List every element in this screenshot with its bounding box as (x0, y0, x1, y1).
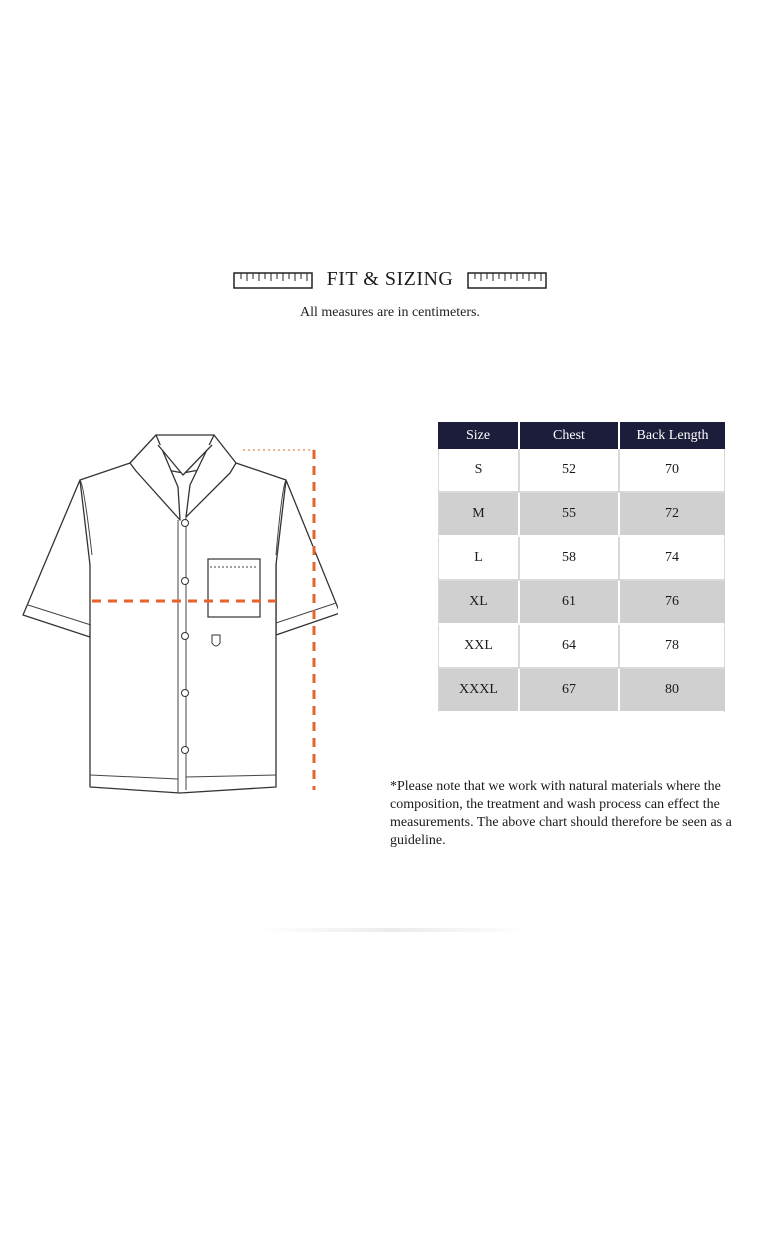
cell-chest: 67 (520, 669, 620, 713)
cell-back-length: 72 (620, 493, 725, 537)
table-row (438, 449, 725, 493)
cell-chest: 64 (520, 625, 620, 669)
cell-size: L (438, 537, 520, 581)
table-row (438, 669, 725, 713)
cell-chest: 61 (520, 581, 620, 625)
cell-chest: 58 (520, 537, 620, 581)
cell-size: S (438, 449, 520, 493)
cell-size: XXXL (438, 669, 520, 713)
column-header-chest: Chest (520, 422, 620, 449)
cell-back-length: 78 (620, 625, 725, 669)
table-row (438, 625, 725, 669)
measurement-disclaimer: *Please note that we work with natural materials where the composition, the treatment and wash process can effect the measurements. The above chart should therefore be seen as a guideline. (390, 779, 732, 848)
ruler-icon (467, 270, 547, 290)
fit-sizing-header (0, 268, 780, 321)
cell-back-length: 76 (620, 581, 725, 625)
table-header-row (438, 422, 725, 449)
shirt-diagram (18, 425, 338, 800)
table-row (438, 581, 725, 625)
cell-back-length: 74 (620, 537, 725, 581)
cell-back-length: 70 (620, 449, 725, 493)
ruler-icon (233, 270, 313, 290)
size-table (438, 422, 725, 713)
page-title: FIT & SIZING (326, 268, 454, 290)
cell-chest: 55 (520, 493, 620, 537)
cell-chest: 52 (520, 449, 620, 493)
table-row (438, 537, 725, 581)
cell-size: XL (438, 581, 520, 625)
page-subtitle: All measures are in centimeters. (300, 305, 480, 320)
cell-size: M (438, 493, 520, 537)
column-header-back-length: Back Length (620, 422, 725, 449)
table-row (438, 493, 725, 537)
title-row (0, 268, 780, 291)
divider-shadow (260, 928, 530, 932)
cell-size: XXL (438, 625, 520, 669)
cell-back-length: 80 (620, 669, 725, 713)
column-header-size: Size (438, 422, 520, 449)
